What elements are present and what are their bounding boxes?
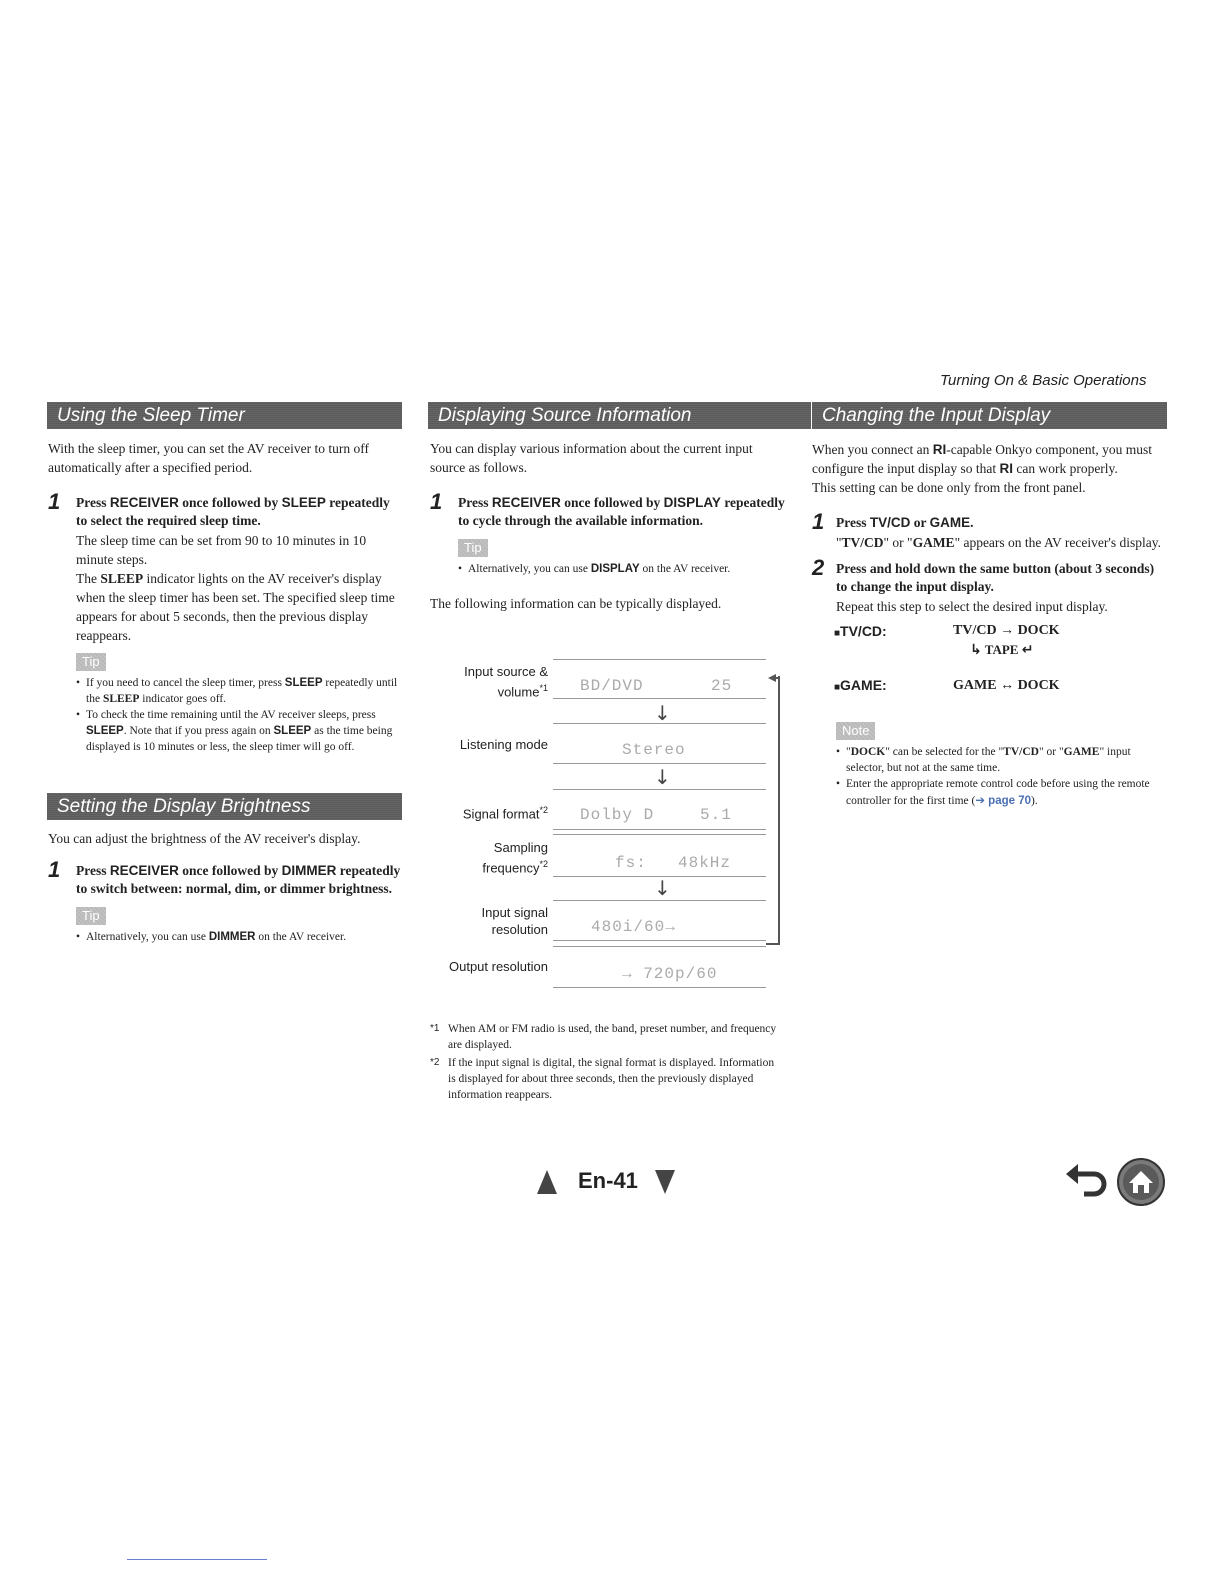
tip-badge: Tip [76,653,106,671]
display-line [553,834,766,835]
display-line [553,946,766,947]
step-body: The sleep time can be set from 90 to 10 minutes in 10 minute steps. The SLEEP indicator lights on the AV receiver's display when the sleep timer has been set. The specified sleep time appears for about 5 seconds, then the previous display reappears. Tip • If you need to cancel the sleep timer, press SLEEP repeatedly until the SLEEP indicator goes off. • To check the time remaining until the AV receiver sleeps, press SLEEP. Note that if you press again on SLEEP as the time being displayed is 10 minutes or less, the sleep timer will go off. [76,531,403,755]
section-title-sleep-timer: Using the Sleep Timer [47,402,402,429]
display-value-input-resolution: 480i/60→ [591,918,676,936]
tip-badge: Tip [458,539,488,557]
tip-item: • Alternatively, you can use DIMMER on the AV receiver. [76,929,403,945]
tip-list [458,561,790,577]
home-icon[interactable] [1116,1157,1166,1207]
tip-badge: Tip [76,907,106,925]
diagram-label-signal-format: Signal format$^{*2}$ [462,805,548,822]
sleep-step-1 [48,489,403,755]
display-value-sampling: 48kHz [678,854,732,872]
sleep-timer-section [48,439,403,755]
display-line [553,940,766,941]
input-display-section [812,440,1167,809]
section-title-source-information: Displaying Source Information [428,402,811,429]
note-block [836,714,1167,809]
down-arrow-icon: ↓ [654,701,671,725]
display-value-source: BD/DVD [580,677,644,695]
brightness-step-1 [48,857,403,945]
input-step-2: 2 Press and hold down the same button (about 3 seconds) to change the input display. Repeat this step to select the desired input display. [812,560,1167,616]
diagram-label-output-resolution: Output resolution [448,959,548,974]
step-number: 1 [812,509,825,534]
display-value-signal-format: Dolby D [580,806,655,824]
bottom-link-underline [127,1559,267,1560]
page-70-link[interactable]: page 70 [984,795,1032,807]
display-line [553,789,766,790]
footnote-1: *1 When AM or FM radio is used, the band, preset number, and frequency are displayed. [430,1023,777,1051]
display-line [553,659,766,660]
section-title-display-brightness: Setting the Display Brightness [47,793,402,820]
display-line [553,723,766,724]
step-number: 1 [48,857,61,882]
display-value-fs: fs: [615,854,647,872]
up-triangle-icon[interactable] [537,1170,557,1194]
note-item: • Enter the appropriate remote control code before using the remote controller for the first time (➔ page 70). [836,776,1167,809]
input-intro: When you connect an RI-capable Onkyo component, you must configure the input display so that RI can work properly. [812,442,1153,476]
back-arrow-icon[interactable] [1066,1162,1108,1198]
note-list [836,744,1167,809]
step-title: Press RECEIVER once followed by DIMMER repeatedly to switch between: normal, dim, or dimmer brightness. [76,863,401,896]
display-line [553,763,766,764]
option-label-tvcd: ■TV/CD: [834,623,887,639]
input-step-1: 1 Press TV/CD or GAME. "TV/CD" or "GAME" appears on the AV receiver's display. [812,514,1167,552]
option-tvcd: ■TV/CD: TV/CD → DOCK ↳ TAPE ↵ [834,623,1060,658]
tip-item: • To check the time remaining until the AV receiver sleeps, press SLEEP. Note that if you press again on SLEEP as the time being displayed is 10 minutes or less, the sleep timer will go off. [76,707,403,755]
step-number: 1 [430,489,443,514]
display-value-channels: 5.1 [700,806,732,824]
loop-bracket [764,672,784,948]
input-intro-2: This setting can be done only from the front panel. [812,480,1086,495]
source-step-1 [430,489,790,577]
step-title: Press TV/CD or GAME. [836,515,974,530]
display-line [553,829,766,830]
source-following-text: The following information can be typically displayed. [430,596,722,611]
display-line [553,987,766,988]
source-info-section [430,439,790,613]
display-line [553,900,766,901]
tip-item: • Alternatively, you can use DISPLAY on the AV receiver. [458,561,790,577]
diagram-label-input-resolution: Input signal resolution [481,905,548,937]
option-game: ■GAME: GAME ↔ DOCK [812,676,1167,700]
section-title-input-display: Changing the Input Display [812,402,1167,429]
tip-item: • If you need to cancel the sleep timer, press SLEEP repeatedly until the SLEEP indicator goes off. [76,675,403,707]
tip-list [76,675,403,755]
diagram-label-sampling: Sampling frequency$^{*2}$ [482,840,548,876]
display-line [553,698,766,699]
display-value-listening: Stereo [622,741,686,759]
down-arrow-icon: ↓ [654,876,671,900]
down-triangle-icon[interactable] [655,1170,675,1194]
note-item: • "DOCK" can be selected for the "TV/CD" or "GAME" input selector, but not at the same time. [836,744,1167,776]
step-title: Press RECEIVER once followed by DISPLAY repeatedly to cycle through the available information. [458,495,785,528]
diagram-label-listening-mode: Listening mode [459,737,548,752]
step-number: 2 [812,555,825,580]
display-value-output-resolution: → 720p/60 [622,965,718,983]
footnote-2: *2 If the input signal is digital, the signal format is displayed. Information is displayed for about three seconds, then the previously displayed information reappears. [430,1057,775,1101]
brightness-section [48,829,403,945]
sleep-intro: With the sleep timer, you can set the AV receiver to turn off automatically after a specified period. [48,441,369,475]
source-intro: You can display various information about the current input source as follows. [430,441,753,475]
tip-list [76,929,403,945]
diagram-label-input-source: Input source & volume$^{*1}$ [464,664,548,700]
step-number: 1 [48,489,61,514]
option-label-game: ■GAME: [834,677,887,693]
down-arrow-icon: ↓ [654,765,671,789]
brightness-intro: You can adjust the brightness of the AV receiver's display. [48,831,361,846]
step-title: Press RECEIVER once followed by SLEEP repeatedly to select the required sleep time. [76,495,390,528]
running-head: Turning On & Basic Operations [940,372,1147,389]
step-title: Press and hold down the same button (about 3 seconds) to change the input display. [836,561,1155,594]
page-number: En-41 [578,1168,638,1193]
note-badge: Note [836,722,875,740]
display-value-volume: 25 [711,677,733,695]
